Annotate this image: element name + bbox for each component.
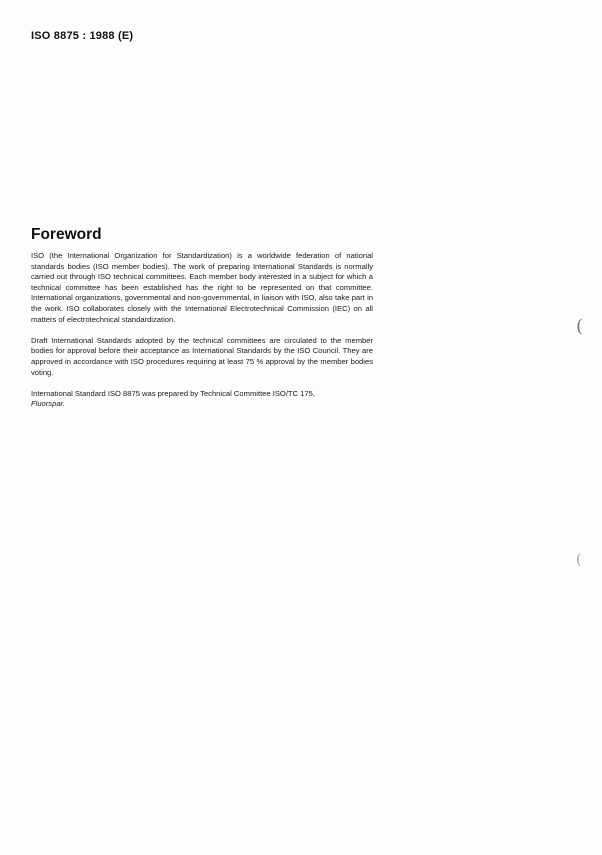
foreword-body — [31, 251, 373, 421]
foreword-title: Foreword — [31, 226, 102, 243]
punch-hole-mark-bottom: ( — [576, 552, 582, 568]
foreword-paragraph-3 — [31, 389, 373, 410]
punch-hole-mark-top: ( — [576, 316, 584, 337]
foreword-paragraph-1: ISO (the International Organization for Standardization) is a worldwide federation of national standards bodies (ISO member bodies). The work of preparing International Standards is normally carried out through ISO technical committees. Each member body interested in a subject for which a technical committee has been established has the right to be represented on that committee. International organizations, governmental and non-governmental, in liaison with ISO, also take part in the work. ISO collaborates closely with the International Electrotechnical Commission (IEC) on all matters of electrotechnical standardization. — [31, 251, 373, 324]
committee-name: Fluorspar. — [31, 399, 65, 409]
document-header: ISO 8875 : 1988 (E) — [31, 30, 134, 42]
foreword-paragraph-2: Draft International Standards adopted by the technical committees are circulated to the member bodies for approval before their acceptance as International Standards by the ISO Council. They are approved in accordance with ISO procedures requiring at least 75 % approval by the member bodies voting. — [31, 335, 373, 377]
prepared-by-text: International Standard ISO 8875 was prepared by Technical Committee ISO/TC 175, — [31, 388, 315, 398]
